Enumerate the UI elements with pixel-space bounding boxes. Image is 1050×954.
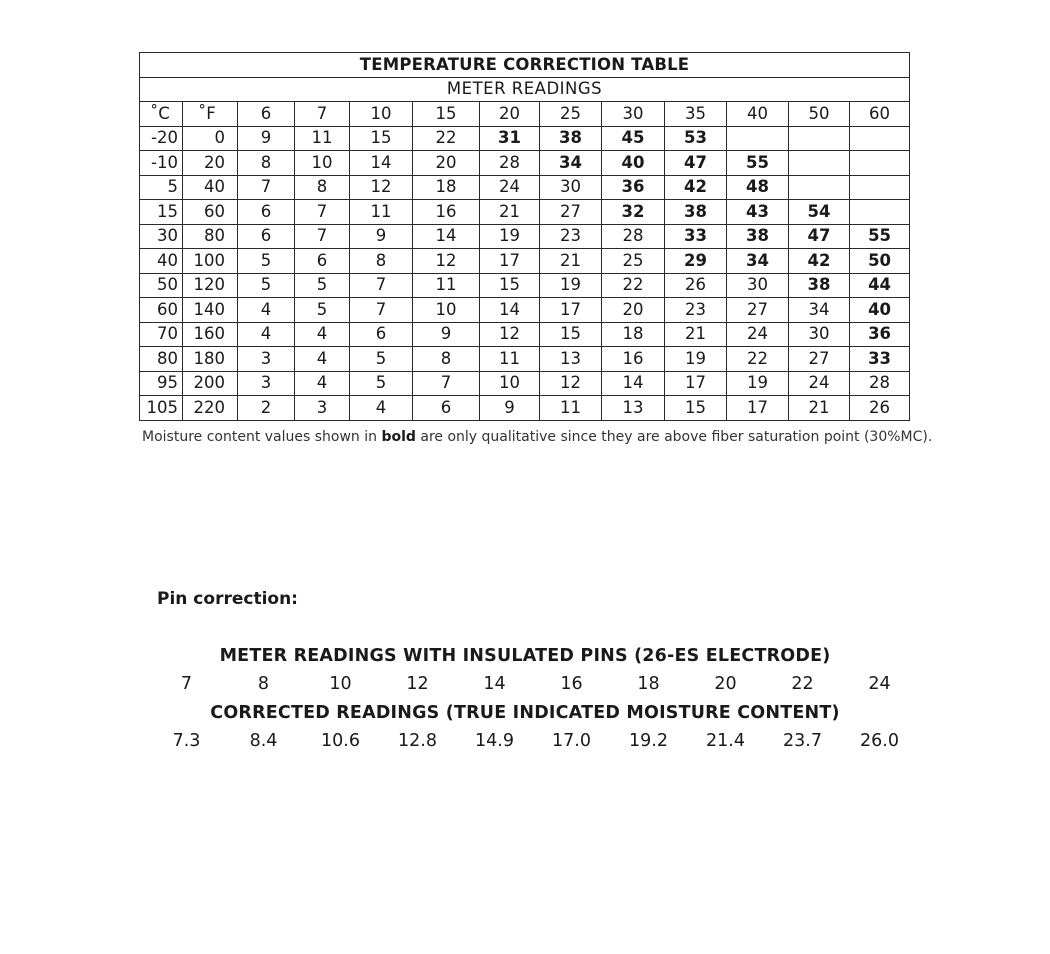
corrected-readings-heading: CORRECTED READINGS (TRUE INDICATED MOISTURE CONTENT) (210, 703, 840, 723)
celsius-cell: 70 (140, 322, 183, 347)
moisture-cell: 34 (789, 298, 850, 323)
fahrenheit-cell: 180 (183, 347, 238, 372)
moisture-cell: 38 (540, 126, 602, 151)
fahrenheit-cell: 60 (183, 200, 238, 225)
moisture-cell: 9 (413, 322, 480, 347)
table-row (140, 175, 910, 200)
moisture-cell (850, 126, 910, 151)
moisture-cell: 33 (850, 347, 910, 372)
moisture-cell: 3 (238, 371, 295, 396)
moisture-cell: 30 (540, 175, 602, 200)
moisture-cell: 20 (413, 151, 480, 176)
moisture-cell: 12 (350, 175, 413, 200)
corrected-reading-value: 17.0 (552, 731, 591, 751)
moisture-cell: 27 (789, 347, 850, 372)
corrected-reading-value: 21.4 (706, 731, 745, 751)
moisture-cell: 4 (295, 347, 350, 372)
fahrenheit-cell: 200 (183, 371, 238, 396)
celsius-cell: 95 (140, 371, 183, 396)
table-title: TEMPERATURE CORRECTION TABLE (140, 53, 910, 78)
fahrenheit-cell: 40 (183, 175, 238, 200)
fahrenheit-cell: 140 (183, 298, 238, 323)
fahrenheit-cell: 120 (183, 273, 238, 298)
moisture-cell: 44 (850, 273, 910, 298)
meter-readings-row (148, 674, 925, 698)
moisture-cell: 53 (665, 126, 727, 151)
moisture-cell: 6 (350, 322, 413, 347)
moisture-cell: 27 (540, 200, 602, 225)
header-reading: 6 (238, 102, 295, 127)
moisture-cell: 4 (238, 298, 295, 323)
meter-reading-value: 20 (714, 674, 737, 694)
moisture-cell: 5 (238, 249, 295, 274)
moisture-cell: 54 (789, 200, 850, 225)
fahrenheit-cell: 100 (183, 249, 238, 274)
moisture-cell: 7 (295, 200, 350, 225)
header-celsius: ˚C (140, 102, 183, 127)
moisture-cell: 30 (789, 322, 850, 347)
moisture-cell: 4 (238, 322, 295, 347)
moisture-cell: 7 (350, 298, 413, 323)
moisture-cell: 38 (789, 273, 850, 298)
moisture-cell: 42 (789, 249, 850, 274)
meter-reading-value: 16 (560, 674, 583, 694)
moisture-cell: 50 (850, 249, 910, 274)
moisture-cell: 23 (665, 298, 727, 323)
celsius-cell: 5 (140, 175, 183, 200)
moisture-cell: 13 (540, 347, 602, 372)
celsius-cell: 50 (140, 273, 183, 298)
moisture-cell: 26 (850, 396, 910, 421)
corrected-reading-value: 14.9 (475, 731, 514, 751)
meter-reading-value: 12 (406, 674, 429, 694)
moisture-cell: 4 (295, 371, 350, 396)
moisture-cell: 45 (602, 126, 665, 151)
moisture-cell: 22 (602, 273, 665, 298)
moisture-cell: 24 (727, 322, 789, 347)
moisture-cell: 34 (727, 249, 789, 274)
moisture-cell: 13 (602, 396, 665, 421)
moisture-cell: 9 (350, 224, 413, 249)
celsius-cell: 105 (140, 396, 183, 421)
footnote-bold-word: bold (381, 429, 416, 445)
corrected-reading-value: 23.7 (783, 731, 822, 751)
moisture-cell: 8 (413, 347, 480, 372)
moisture-cell: 40 (602, 151, 665, 176)
header-reading: 50 (789, 102, 850, 127)
moisture-cell (850, 151, 910, 176)
table-header-row (140, 102, 910, 127)
moisture-cell: 55 (850, 224, 910, 249)
moisture-cell: 7 (350, 273, 413, 298)
moisture-cell: 12 (540, 371, 602, 396)
moisture-cell: 18 (602, 322, 665, 347)
moisture-cell: 11 (295, 126, 350, 151)
moisture-cell: 47 (789, 224, 850, 249)
fahrenheit-cell: 160 (183, 322, 238, 347)
header-reading: 35 (665, 102, 727, 127)
fahrenheit-cell: 80 (183, 224, 238, 249)
moisture-cell: 8 (295, 175, 350, 200)
moisture-cell: 55 (727, 151, 789, 176)
moisture-cell: 36 (850, 322, 910, 347)
moisture-cell: 47 (665, 151, 727, 176)
celsius-cell: 30 (140, 224, 183, 249)
moisture-cell: 28 (602, 224, 665, 249)
moisture-cell: 18 (413, 175, 480, 200)
celsius-cell: -10 (140, 151, 183, 176)
moisture-cell: 19 (727, 371, 789, 396)
pin-correction-title: Pin correction: (157, 589, 298, 609)
table-footnote (142, 429, 932, 445)
moisture-cell: 21 (665, 322, 727, 347)
moisture-cell: 19 (540, 273, 602, 298)
moisture-cell: 20 (602, 298, 665, 323)
moisture-cell (789, 151, 850, 176)
corrected-reading-value: 12.8 (398, 731, 437, 751)
moisture-cell: 9 (238, 126, 295, 151)
meter-reading-value: 14 (483, 674, 506, 694)
temperature-correction-table (139, 52, 910, 421)
moisture-cell (850, 200, 910, 225)
moisture-cell: 10 (295, 151, 350, 176)
moisture-cell: 6 (413, 396, 480, 421)
moisture-cell: 16 (413, 200, 480, 225)
table-row (140, 151, 910, 176)
table-row (140, 126, 910, 151)
moisture-cell: 11 (413, 273, 480, 298)
moisture-cell: 10 (480, 371, 540, 396)
moisture-cell: 23 (540, 224, 602, 249)
moisture-cell: 24 (480, 175, 540, 200)
meter-reading-value: 8 (257, 674, 270, 694)
table-row (140, 200, 910, 225)
moisture-cell: 22 (413, 126, 480, 151)
celsius-cell: 40 (140, 249, 183, 274)
moisture-cell: 19 (480, 224, 540, 249)
moisture-cell: 12 (480, 322, 540, 347)
corrected-reading-value: 7.3 (172, 731, 201, 751)
table-row (140, 249, 910, 274)
moisture-cell: 14 (480, 298, 540, 323)
fahrenheit-cell: 220 (183, 396, 238, 421)
moisture-cell: 12 (413, 249, 480, 274)
moisture-cell: 28 (850, 371, 910, 396)
moisture-cell: 5 (350, 371, 413, 396)
moisture-cell: 34 (540, 151, 602, 176)
moisture-cell: 38 (665, 200, 727, 225)
moisture-cell: 4 (295, 322, 350, 347)
meter-reading-value: 24 (868, 674, 891, 694)
moisture-cell: 4 (350, 396, 413, 421)
moisture-cell: 21 (789, 396, 850, 421)
footnote-text-start: Moisture content values shown in (142, 429, 382, 445)
moisture-cell: 3 (295, 396, 350, 421)
moisture-cell: 8 (350, 249, 413, 274)
footnote-text-end: are only qualitative since they are above fiber saturation point (30%MC). (415, 429, 933, 445)
table-row (140, 322, 910, 347)
moisture-cell: 5 (295, 273, 350, 298)
header-reading: 40 (727, 102, 789, 127)
meter-reading-value: 7 (180, 674, 193, 694)
moisture-cell: 7 (238, 175, 295, 200)
fahrenheit-cell: 20 (183, 151, 238, 176)
moisture-cell: 29 (665, 249, 727, 274)
moisture-cell: 11 (350, 200, 413, 225)
moisture-cell: 11 (540, 396, 602, 421)
moisture-cell: 38 (727, 224, 789, 249)
meter-reading-value: 10 (329, 674, 352, 694)
table-row (140, 396, 910, 421)
corrected-reading-value: 26.0 (860, 731, 899, 751)
header-reading: 30 (602, 102, 665, 127)
celsius-cell: 15 (140, 200, 183, 225)
meter-reading-value: 22 (791, 674, 814, 694)
header-reading: 25 (540, 102, 602, 127)
table-subtitle: METER READINGS (140, 77, 910, 102)
moisture-cell: 10 (413, 298, 480, 323)
header-reading: 15 (413, 102, 480, 127)
moisture-cell: 40 (850, 298, 910, 323)
moisture-cell: 28 (480, 151, 540, 176)
moisture-cell: 15 (665, 396, 727, 421)
moisture-cell: 5 (295, 298, 350, 323)
header-reading: 20 (480, 102, 540, 127)
moisture-cell: 17 (540, 298, 602, 323)
corrected-reading-value: 8.4 (249, 731, 278, 751)
moisture-cell: 30 (727, 273, 789, 298)
moisture-cell: 17 (480, 249, 540, 274)
moisture-cell: 31 (480, 126, 540, 151)
moisture-cell: 22 (727, 347, 789, 372)
moisture-cell: 15 (480, 273, 540, 298)
moisture-cell (789, 175, 850, 200)
moisture-cell: 14 (413, 224, 480, 249)
corrected-reading-value: 10.6 (321, 731, 360, 751)
moisture-cell: 14 (350, 151, 413, 176)
moisture-cell: 2 (238, 396, 295, 421)
moisture-cell: 14 (602, 371, 665, 396)
moisture-cell: 16 (602, 347, 665, 372)
moisture-cell (789, 126, 850, 151)
table-row (140, 298, 910, 323)
table-body (140, 126, 910, 420)
moisture-cell: 27 (727, 298, 789, 323)
moisture-cell: 17 (727, 396, 789, 421)
moisture-cell: 43 (727, 200, 789, 225)
moisture-cell: 24 (789, 371, 850, 396)
moisture-cell: 48 (727, 175, 789, 200)
moisture-cell: 15 (350, 126, 413, 151)
meter-readings-heading: METER READINGS WITH INSULATED PINS (26-ES ELECTRODE) (219, 646, 831, 666)
table-row (140, 371, 910, 396)
header-fahrenheit: ˚F (183, 102, 238, 127)
moisture-cell: 5 (350, 347, 413, 372)
moisture-cell: 7 (413, 371, 480, 396)
moisture-cell: 6 (295, 249, 350, 274)
moisture-cell: 8 (238, 151, 295, 176)
moisture-cell: 3 (238, 347, 295, 372)
moisture-cell (727, 126, 789, 151)
moisture-cell: 5 (238, 273, 295, 298)
fahrenheit-cell: 0 (183, 126, 238, 151)
moisture-cell: 6 (238, 200, 295, 225)
header-reading: 10 (350, 102, 413, 127)
moisture-cell: 26 (665, 273, 727, 298)
moisture-cell: 33 (665, 224, 727, 249)
celsius-cell: 60 (140, 298, 183, 323)
moisture-cell: 21 (540, 249, 602, 274)
moisture-cell: 6 (238, 224, 295, 249)
celsius-cell: -20 (140, 126, 183, 151)
corrected-readings-row (148, 731, 925, 755)
moisture-cell: 11 (480, 347, 540, 372)
moisture-cell: 17 (665, 371, 727, 396)
celsius-cell: 80 (140, 347, 183, 372)
meter-reading-value: 18 (637, 674, 660, 694)
moisture-cell: 15 (540, 322, 602, 347)
moisture-cell: 21 (480, 200, 540, 225)
moisture-cell: 19 (665, 347, 727, 372)
moisture-cell: 32 (602, 200, 665, 225)
table-row (140, 224, 910, 249)
table-row (140, 347, 910, 372)
moisture-cell: 7 (295, 224, 350, 249)
table-row (140, 273, 910, 298)
moisture-cell: 42 (665, 175, 727, 200)
moisture-cell: 9 (480, 396, 540, 421)
moisture-cell: 25 (602, 249, 665, 274)
corrected-reading-value: 19.2 (629, 731, 668, 751)
header-reading: 7 (295, 102, 350, 127)
moisture-cell: 36 (602, 175, 665, 200)
moisture-cell (850, 175, 910, 200)
header-reading: 60 (850, 102, 910, 127)
